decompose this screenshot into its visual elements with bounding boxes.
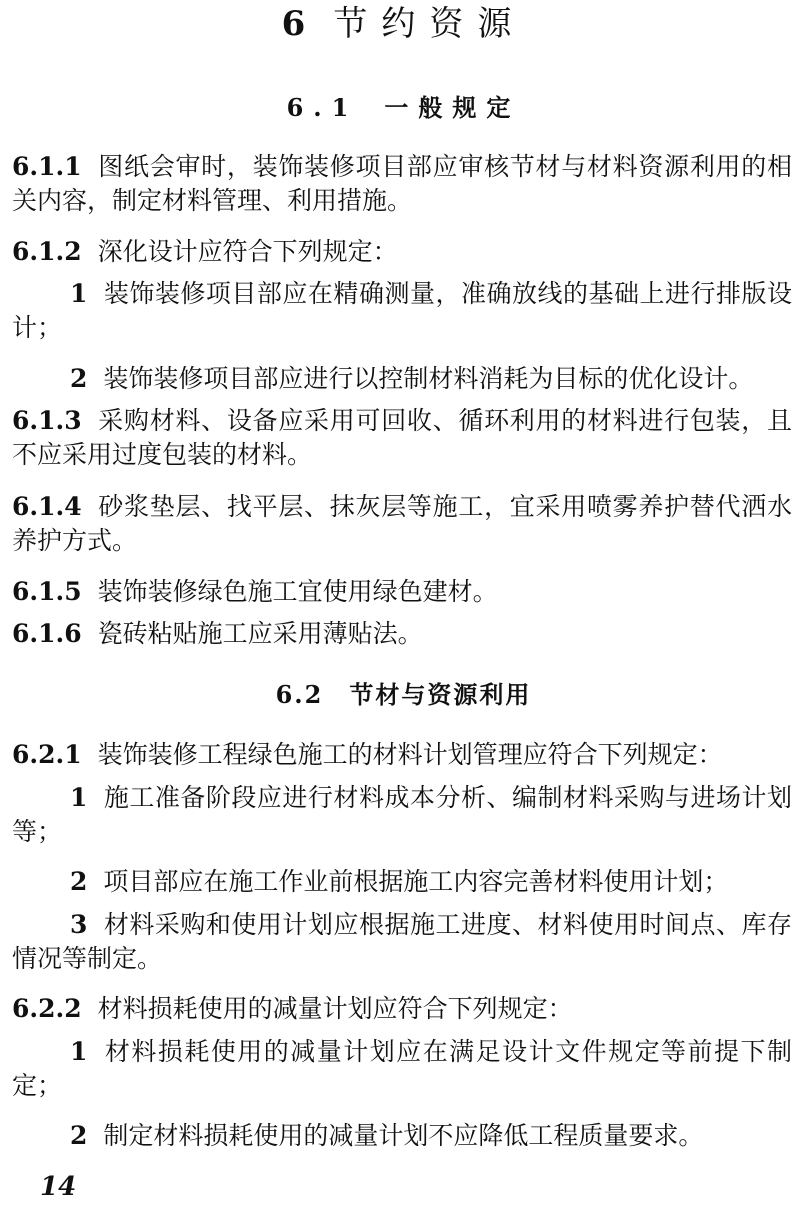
clause-paragraph — [12, 490, 792, 558]
clause-paragraph — [12, 738, 792, 772]
chapter-number: 6 — [281, 4, 320, 44]
item-number: 1 — [70, 783, 88, 812]
page-number: 14 — [40, 1172, 77, 1202]
item-text: 材料损耗使用的减量计划应在满足设计文件规定等前提下制定； — [12, 1037, 792, 1100]
clause-text: 砂浆垫层、找平层、抹灰层等施工，宜采用喷雾养护替代洒水养护方式。 — [12, 492, 792, 555]
item-number: 3 — [70, 910, 88, 939]
clause-number: 6.2.1 — [12, 740, 82, 769]
section-number: 6.1 — [286, 93, 359, 122]
item-number: 2 — [70, 1121, 88, 1150]
item-text: 施工准备阶段应进行材料成本分析、编制材料采购与进场计划等； — [12, 783, 792, 846]
item-number: 1 — [70, 1037, 88, 1066]
section-title — [0, 93, 807, 123]
list-item — [12, 1119, 792, 1153]
section-title — [0, 680, 807, 710]
list-item — [12, 1035, 792, 1103]
clause-text: 装饰装修绿色施工宜使用绿色建材。 — [97, 577, 498, 606]
clause-text: 瓷砖粘贴施工应采用薄贴法。 — [97, 619, 423, 648]
clause-paragraph — [12, 150, 792, 218]
clause-text: 深化设计应符合下列规定： — [97, 237, 398, 266]
clause-text: 装饰装修工程绿色施工的材料计划管理应符合下列规定： — [97, 740, 723, 769]
item-text: 材料采购和使用计划应根据施工进度、材料使用时间点、库存情况等制定。 — [12, 910, 792, 973]
clause-paragraph — [12, 404, 792, 472]
clause-paragraph — [12, 617, 792, 651]
item-text: 项目部应在施工作业前根据施工内容完善材料使用计划； — [103, 867, 729, 896]
list-item — [12, 781, 792, 849]
clause-paragraph — [12, 992, 792, 1026]
clause-paragraph — [12, 235, 792, 269]
clause-text: 材料损耗使用的减量计划应符合下列规定： — [97, 994, 573, 1023]
chapter-title — [0, 4, 807, 44]
chapter-title-text: 节约资源 — [333, 4, 526, 44]
clause-number: 6.1.1 — [12, 152, 82, 181]
section-number: 6.2 — [275, 680, 324, 709]
clause-number: 6.1.6 — [12, 619, 82, 648]
list-item — [12, 362, 792, 396]
section-title-text: 节材与资源利用 — [349, 680, 532, 709]
clause-text: 图纸会审时，装饰装修项目部应审核节材与材料资源利用的相关内容，制定材料管理、利用措施。 — [12, 152, 792, 215]
item-text: 制定材料损耗使用的减量计划不应降低工程质量要求。 — [103, 1121, 704, 1150]
item-text: 装饰装修项目部应进行以控制材料消耗为目标的优化设计。 — [103, 364, 754, 393]
clause-number: 6.1.4 — [12, 492, 82, 521]
clause-number: 6.1.2 — [12, 237, 82, 266]
item-number: 2 — [70, 364, 88, 393]
clause-number: 6.2.2 — [12, 994, 82, 1023]
clause-number: 6.1.3 — [12, 406, 82, 435]
list-item — [12, 277, 792, 345]
list-item — [12, 908, 792, 976]
clause-paragraph — [12, 575, 792, 609]
item-number: 1 — [70, 279, 88, 308]
clause-number: 6.1.5 — [12, 577, 82, 606]
item-number: 2 — [70, 867, 88, 896]
clause-text: 采购材料、设备应采用可回收、循环利用的材料进行包装，且不应采用过度包装的材料。 — [12, 406, 792, 469]
item-text: 装饰装修项目部应在精确测量，准确放线的基础上进行排版设计； — [12, 279, 792, 342]
list-item — [12, 865, 792, 899]
section-title-text: 一般规定 — [384, 93, 521, 122]
